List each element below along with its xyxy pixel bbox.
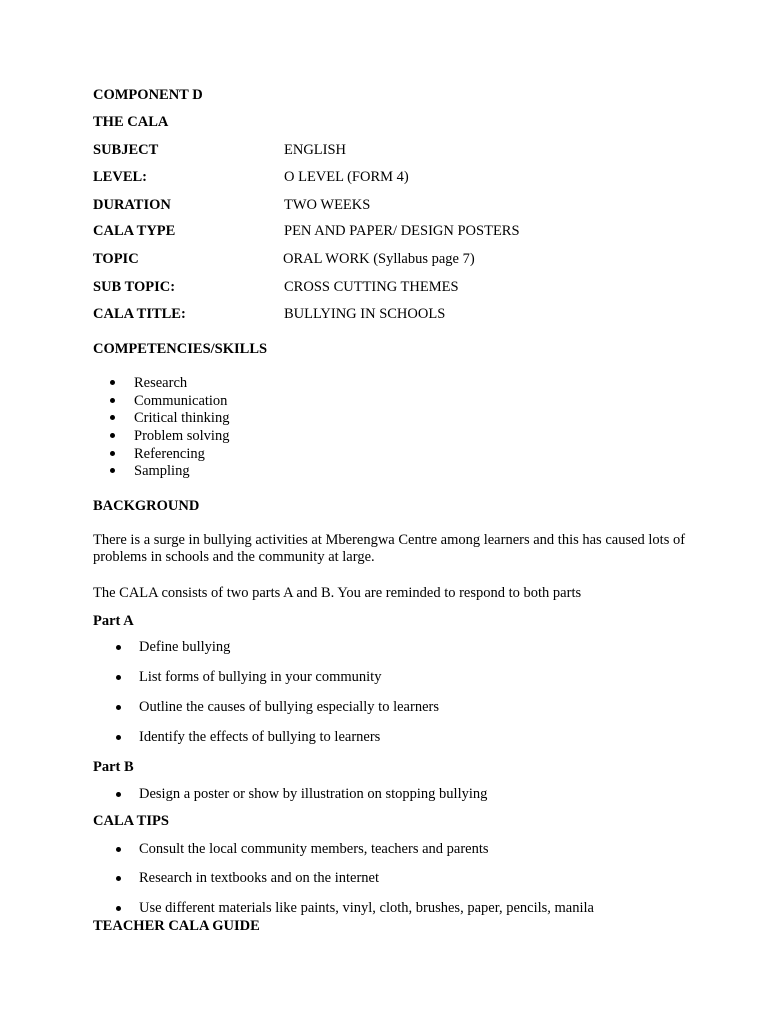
component-heading: COMPONENT D: [93, 87, 203, 103]
list-item: Identify the effects of bullying to learners: [139, 729, 381, 745]
list-item: List forms of bullying in your community: [139, 669, 382, 685]
bullet-icon: [110, 468, 115, 473]
bullet-icon: [110, 398, 115, 403]
list-item: Research: [134, 375, 188, 391]
bullet-icon: [116, 705, 121, 710]
bullet-icon: [110, 415, 115, 420]
bullet-icon: [116, 906, 121, 911]
list-item: Referencing: [134, 446, 205, 462]
list-item: Research in textbooks and on the internet: [139, 870, 379, 886]
background-heading: BACKGROUND: [93, 498, 200, 514]
field-value-duration: TWO WEEKS: [284, 197, 371, 213]
bullet-icon: [116, 675, 121, 680]
field-value-cala-type: PEN AND PAPER/ DESIGN POSTERS: [284, 223, 520, 239]
field-label-cala-title: CALA TITLE:: [93, 306, 186, 322]
bullet-icon: [110, 380, 115, 385]
field-label-sub-topic: SUB TOPIC:: [93, 279, 176, 295]
instructions-paragraph: The CALA consists of two parts A and B. You are reminded to respond to both parts: [93, 585, 582, 601]
list-item: Problem solving: [134, 428, 230, 444]
field-label-cala-type: CALA TYPE: [93, 223, 176, 239]
bullet-icon: [116, 735, 121, 740]
field-value-subject: ENGLISH: [284, 142, 347, 158]
background-paragraph: There is a surge in bullying activities at Mberengwa Centre among learners and this has caused lots of problems in schools and the community at large.: [93, 532, 686, 565]
list-item: Design a poster or show by illustration on stopping bullying: [139, 786, 488, 802]
bullet-icon: [116, 847, 121, 852]
field-label-duration: DURATION: [93, 197, 171, 213]
competencies-heading: COMPETENCIES/SKILLS: [93, 341, 268, 357]
list-item: Outline the causes of bullying especially to learners: [139, 699, 439, 715]
bullet-icon: [116, 876, 121, 881]
field-value-sub-topic: CROSS CUTTING THEMES: [284, 279, 459, 295]
field-value-cala-title: BULLYING IN SCHOOLS: [284, 306, 446, 322]
document-title: THE CALA: [93, 114, 169, 130]
list-item: Communication: [134, 393, 228, 409]
field-value-level: O LEVEL (FORM 4): [284, 169, 409, 185]
list-item: Consult the local community members, teachers and parents: [139, 841, 489, 857]
field-label-subject: SUBJECT: [93, 142, 159, 158]
list-item: Define bullying: [139, 639, 231, 655]
bullet-icon: [116, 645, 121, 650]
bullet-icon: [110, 433, 115, 438]
list-item: Critical thinking: [134, 410, 230, 426]
teacher-guide-heading: TEACHER CALA GUIDE: [93, 918, 260, 934]
bullet-icon: [110, 451, 115, 456]
field-label-topic: TOPIC: [93, 251, 139, 267]
part-a-heading: Part A: [93, 613, 134, 629]
list-item: Use different materials like paints, vinyl, cloth, brushes, paper, pencils, manila: [139, 900, 594, 916]
cala-tips-heading: CALA TIPS: [93, 813, 169, 829]
field-value-topic: ORAL WORK (Syllabus page 7): [283, 251, 475, 267]
bullet-icon: [116, 792, 121, 797]
list-item: Sampling: [134, 463, 190, 479]
part-b-heading: Part B: [93, 759, 134, 775]
field-label-level: LEVEL:: [93, 169, 147, 185]
